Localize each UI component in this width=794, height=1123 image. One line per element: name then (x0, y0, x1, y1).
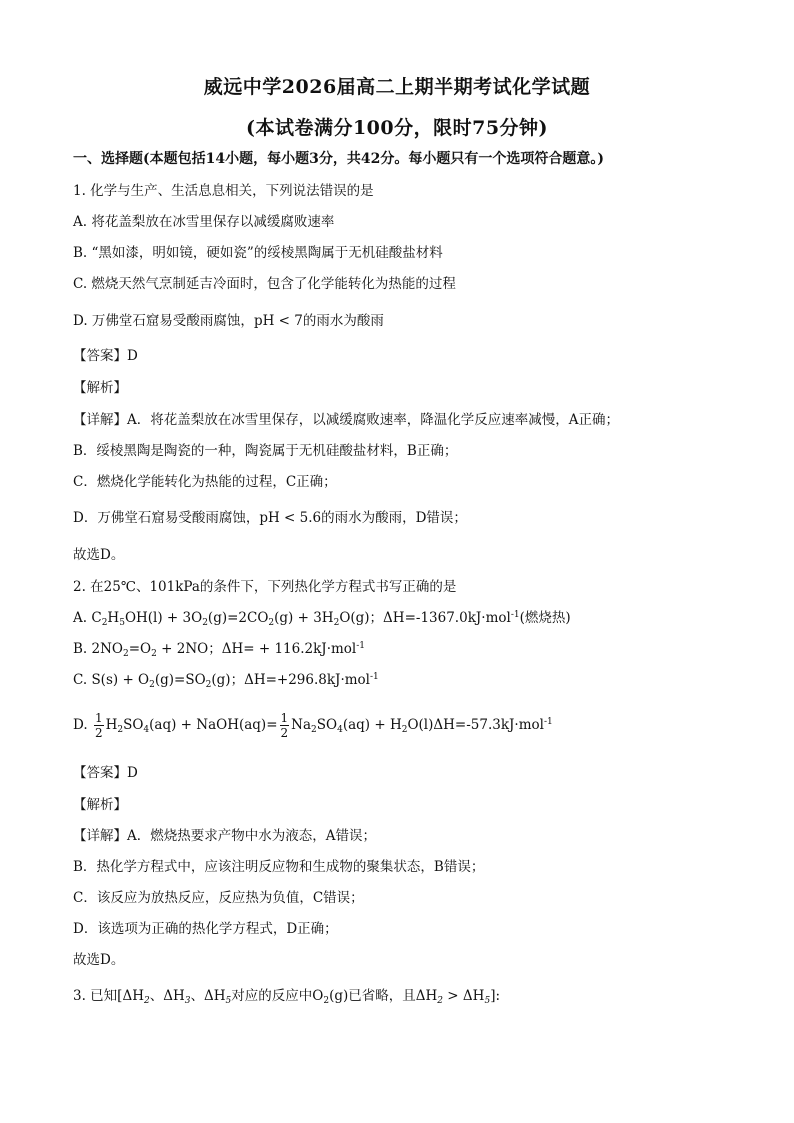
option-label: D. (73, 717, 92, 733)
q1-conclusion: 故选D。 (73, 547, 125, 563)
q1-detail-d-ph: pH < 5.6 (259, 510, 322, 526)
page-title: 威远中学2026届高二上期半期考试化学试题 (203, 76, 591, 98)
fraction-half: $\frac{1}{2}$ (280, 711, 289, 740)
q2-detail-c: C．该反应为放热反应，反应热为负值，C错误； (73, 890, 364, 906)
option-label: B. (73, 641, 92, 657)
q2-option-a-equation: $C_2H_5OH(l) + 3O_2(g)=2CO_2(g) + 3H_2O(g)$；ΔH=-1367.0kJ·mol$^{-1}$(燃烧热) (91, 610, 571, 628)
q1-option-d-ph: pH < 7 (253, 313, 303, 329)
q3-stem: 3. 已知[$\Delta H_2$、$\Delta H_3$、$\Delta H_5$对应的反应中$O_2(g)$已省略，且$\Delta H_2 > \Delta H_5$]: (73, 988, 501, 1006)
q2-detail-b: B．热化学方程式中，应该注明反应物和生成物的聚集状态，B错误； (73, 859, 485, 875)
q2-option-b-equation: $2NO_2=O_2 + 2NO$；ΔH= + 116.2kJ·mol$^{-1}$ (91, 641, 366, 659)
q1-option-d-tail: 的雨水为酸雨 (302, 313, 384, 329)
q1-option-d-text: D. 万佛堂石窟易受酸雨腐蚀， (73, 313, 254, 329)
q2-option-a (73, 609, 571, 627)
q2-detail-d: D．该选项为正确的热化学方程式，D正确； (73, 921, 338, 937)
q1-detail-d-tail: 的雨水为酸雨，D错误； (321, 510, 467, 526)
q1-detail-b: B．绥棱黑陶是陶瓷的一种，陶瓷属于无机硅酸盐材料，B正确； (73, 443, 458, 459)
q1-detail-d (73, 509, 467, 527)
q1-option-b: B. “黑如漆，明如镜，硬如瓷”的绥棱黑陶属于无机硅酸盐材料 (73, 245, 443, 261)
section-heading: 一、选择题(本题包括14小题，每小题3分，共42分。每小题只有一个选项符合题意。) (73, 151, 604, 167)
q1-detail-d-text: D．万佛堂石窟易受酸雨腐蚀， (73, 510, 260, 526)
q2-detail-a: 【详解】A．燃烧热要求产物中水为液态，A错误； (73, 828, 376, 844)
q2-option-c-equation: $S(s) + O_2(g)=SO_2(g)$；ΔH=+296.8kJ·mol$^{-1}$ (91, 672, 379, 690)
q2-option-c (73, 671, 379, 689)
q1-option-d (73, 312, 384, 330)
q2-stem: 2. 在25℃、101kPa的条件下，下列热化学方程式书写正确的是 (73, 579, 457, 595)
option-label: C. (73, 672, 92, 688)
q2-conclusion: 故选D。 (73, 952, 125, 968)
q1-option-a: A. 将花盖梨放在冰雪里保存以减缓腐败速率 (73, 214, 335, 230)
q1-option-c: C. 燃烧天然气烹制延吉冷面时，包含了化学能转化为热能的过程 (73, 276, 456, 292)
option-label: A. (73, 610, 92, 626)
q2-analysis: 【解析】 (73, 797, 127, 813)
q1-stem: 1. 化学与生产、生活息息相关，下列说法错误的是 (73, 183, 374, 199)
q1-detail-c: C．燃烧化学能转化为热能的过程，C正确； (73, 474, 337, 490)
q1-answer: 【答案】D (73, 348, 138, 364)
q2-option-d-equation-right: $Na_2SO_4(aq) + H_2O(l)\Delta H=-57.3kJ\cdot mol^{-1}$ (291, 717, 553, 735)
q2-option-b (73, 640, 365, 658)
q1-detail-a: 【详解】A．将花盖梨放在冰雪里保存，以减缓腐败速率，降温化学反应速率减慢，A正确； (73, 412, 619, 428)
fraction-half: $\frac{1}{2}$ (94, 711, 103, 740)
q2-option-d-equation-left: $H_2SO_4(aq)$ + NaOH(aq)= (105, 717, 278, 735)
q2-answer: 【答案】D (73, 765, 138, 781)
q1-analysis: 【解析】 (73, 380, 127, 396)
page-subtitle: (本试卷满分100分，限时75分钟) (245, 117, 549, 139)
q2-option-d (73, 710, 553, 740)
